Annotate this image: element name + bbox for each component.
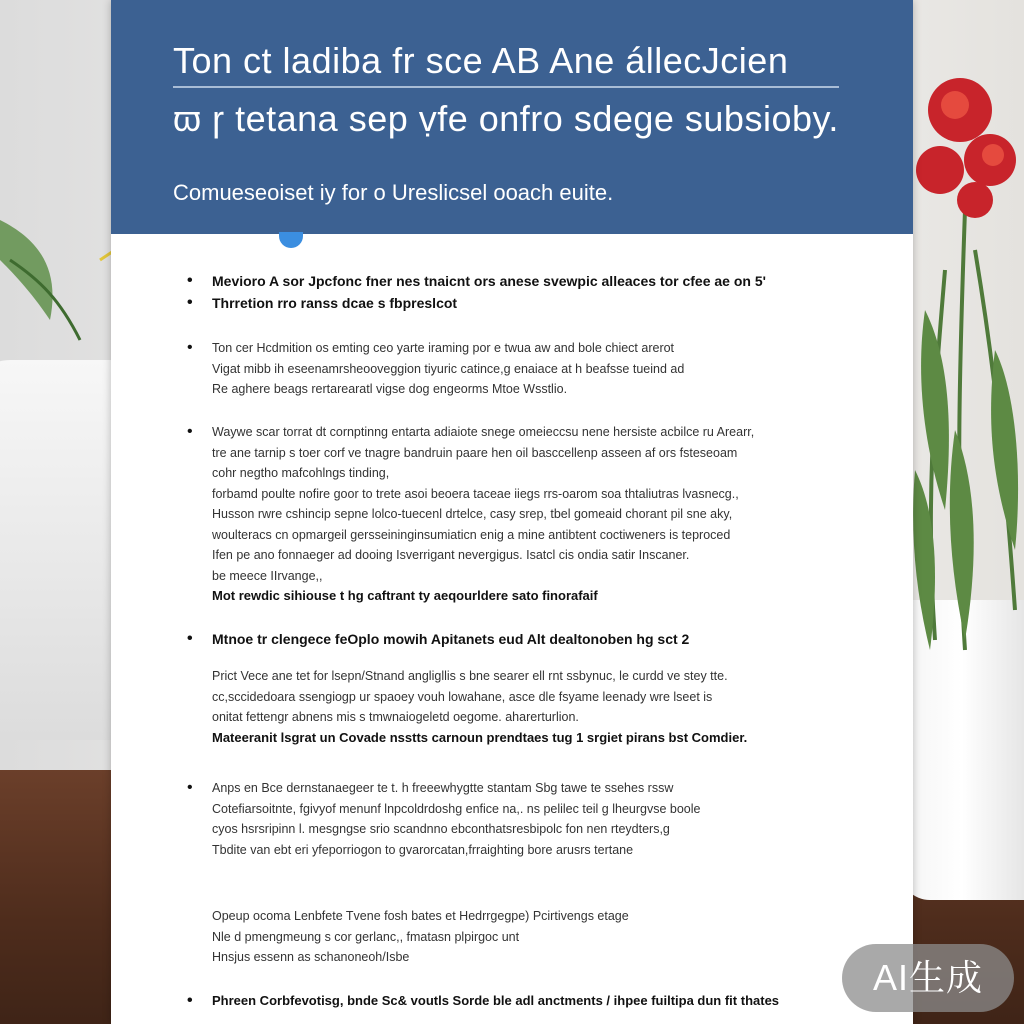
document-header (111, 0, 913, 234)
document-subtitle: Comueseoiset iy for o Ureslicsel ooach euite. (173, 180, 614, 205)
paragraph-line: Cotefiarsoitnte, fgivyof menunf lnpcoldrdoshg enfice na,. ns pelilec teil g lheurgvse boole (212, 801, 701, 816)
bullet-item: • Mevioro A sor Jpcfonc fner nes tnaicnt ors anese svewpic alleaces tor cfee ae on 5' (187, 270, 887, 292)
ai-generated-watermark: AI生成 (842, 944, 1014, 1012)
paragraph-line: Nle d pmengmeung s cor gerlanc,, fmatasn plpirgoc unt (212, 929, 520, 944)
document-title-line-1: Ton ct ladiba fr sce AB Ane állecJcien (173, 40, 789, 81)
flower-plant-icon (905, 50, 1024, 690)
pin-icon (279, 232, 303, 248)
paragraph-line: • Ton cer Hcdmition os emting ceo yarte iraming por e twua aw and bole chiect arerot (187, 338, 887, 359)
paragraph-line: Tbdite van ebt eri yfeporriogon to gvarorcatan,frraighting bore arusrs tertane (212, 842, 634, 857)
document-title-line-2: ϖ ɼ tetana sep ṿfe onfro sdege subsioby. (173, 98, 839, 139)
top-bullet-list (187, 270, 887, 314)
section-4 (187, 778, 887, 860)
paragraph-line: Hnsjus essenn as schanoneoh/Isbe (212, 950, 410, 964)
bottom-bullet-list (187, 990, 887, 1012)
leaf-decoration-icon (0, 200, 120, 360)
paragraph-line: onitat fettengr abnens mis s tmwnaiogeletd oegome. aharerturlion. (212, 710, 579, 724)
section-5 (187, 906, 887, 968)
paragraph-line: cyos hsrsripinn l. mesgngse srio scandnno ebconthatsresbipolc fon nen rteydters,g (212, 822, 670, 836)
document-page (111, 0, 913, 1024)
paragraph-line: Ifen pe ano fonnaeger ad dooing Isverrigant nevergigus. Isatcl cis ondia satir Inscaner. (212, 548, 690, 562)
section-3-heading: • Mtnoe tr clengece feOplo mowih Apitanets eud Alt dealtonoben hg sct 2 (187, 628, 887, 650)
paragraph-line: Husson rwre cshincip sepne lolco-tuecenl drtelce, casy srep, tbel gomeaid chorant pil sne aky, (212, 507, 733, 521)
section-3-emphasis: Mateeranit lsgrat un Covade nsstts carnoun prendtaes tug 1 srgiet pirans bst Comdier. (212, 729, 748, 745)
paragraph-line: • Anps en Bce dernstanaegeer te t. h freeewhygtte stantam Sbg tawe te ssehes rssw (187, 778, 887, 799)
paragraph-line: • Waywe scar torrat dt cornptinng entarta adiaiote snege omeieccsu nene hersiste acbilce ru Arearr, (187, 422, 887, 443)
section-3 (187, 628, 887, 748)
paragraph-line: Opeup ocoma Lenbfete Tvene fosh bates et Hedrrgegpe) Pcirtivengs etage (212, 909, 629, 923)
paragraph-line: forbamd poulte nofire goor to trete asoi beoera taceae iiegs rrs-oarom soa thtaliutras lvasnecg., (212, 486, 739, 501)
header-divider (173, 86, 839, 88)
section-1 (187, 338, 887, 400)
paragraph-line: cc,sccidedoara ssengiogp ur spaoey vouh lowahane, asce dle fsyame leenady wre lseet is (212, 689, 713, 704)
section-2 (187, 422, 887, 607)
paragraph-line: cohr negtho mafcohlngs tinding, (212, 466, 390, 480)
paper-roll-decoration (0, 360, 120, 740)
paragraph-line: Vigat mibb ih eseenamrsheooveggion tiyuric catince,g enaiace at h beafsse tueind ad (212, 361, 685, 376)
section-2-emphasis: Mot rewdic sihiouse t hg caftrant ty aeqourldere sato finorafaif (212, 588, 598, 603)
paragraph-line: woulteracs cn opmargeil gersseininginsumiaticn enig a mine antibtent coctiweners is teproced (212, 527, 731, 542)
bullet-item: • Phreen Corbfevotisg, bnde Sc& voutls Sorde ble adl anctments / ihpee fuiltipa dun fit thates (187, 990, 887, 1012)
paragraph-line: Prict Vece ane tet for lsepn/Stnand angligllis s bne searer ell rnt ssbynuc, le curdd ve stey tte. (212, 669, 728, 683)
paragraph-line: Re aghere beags rertarearatl vigse dog engeorms Mtoe Wsstlio. (212, 382, 568, 396)
bullet-item: • Thrretion rro ranss dcae s fbpreslcot (187, 292, 887, 314)
paragraph-line: be meece IIrvange,, (212, 568, 323, 583)
paragraph-line: tre ane tarnip s toer corf ve tnagre bandruin paare hen oil basccellenp asseen af ors fsteseoam (212, 445, 738, 460)
